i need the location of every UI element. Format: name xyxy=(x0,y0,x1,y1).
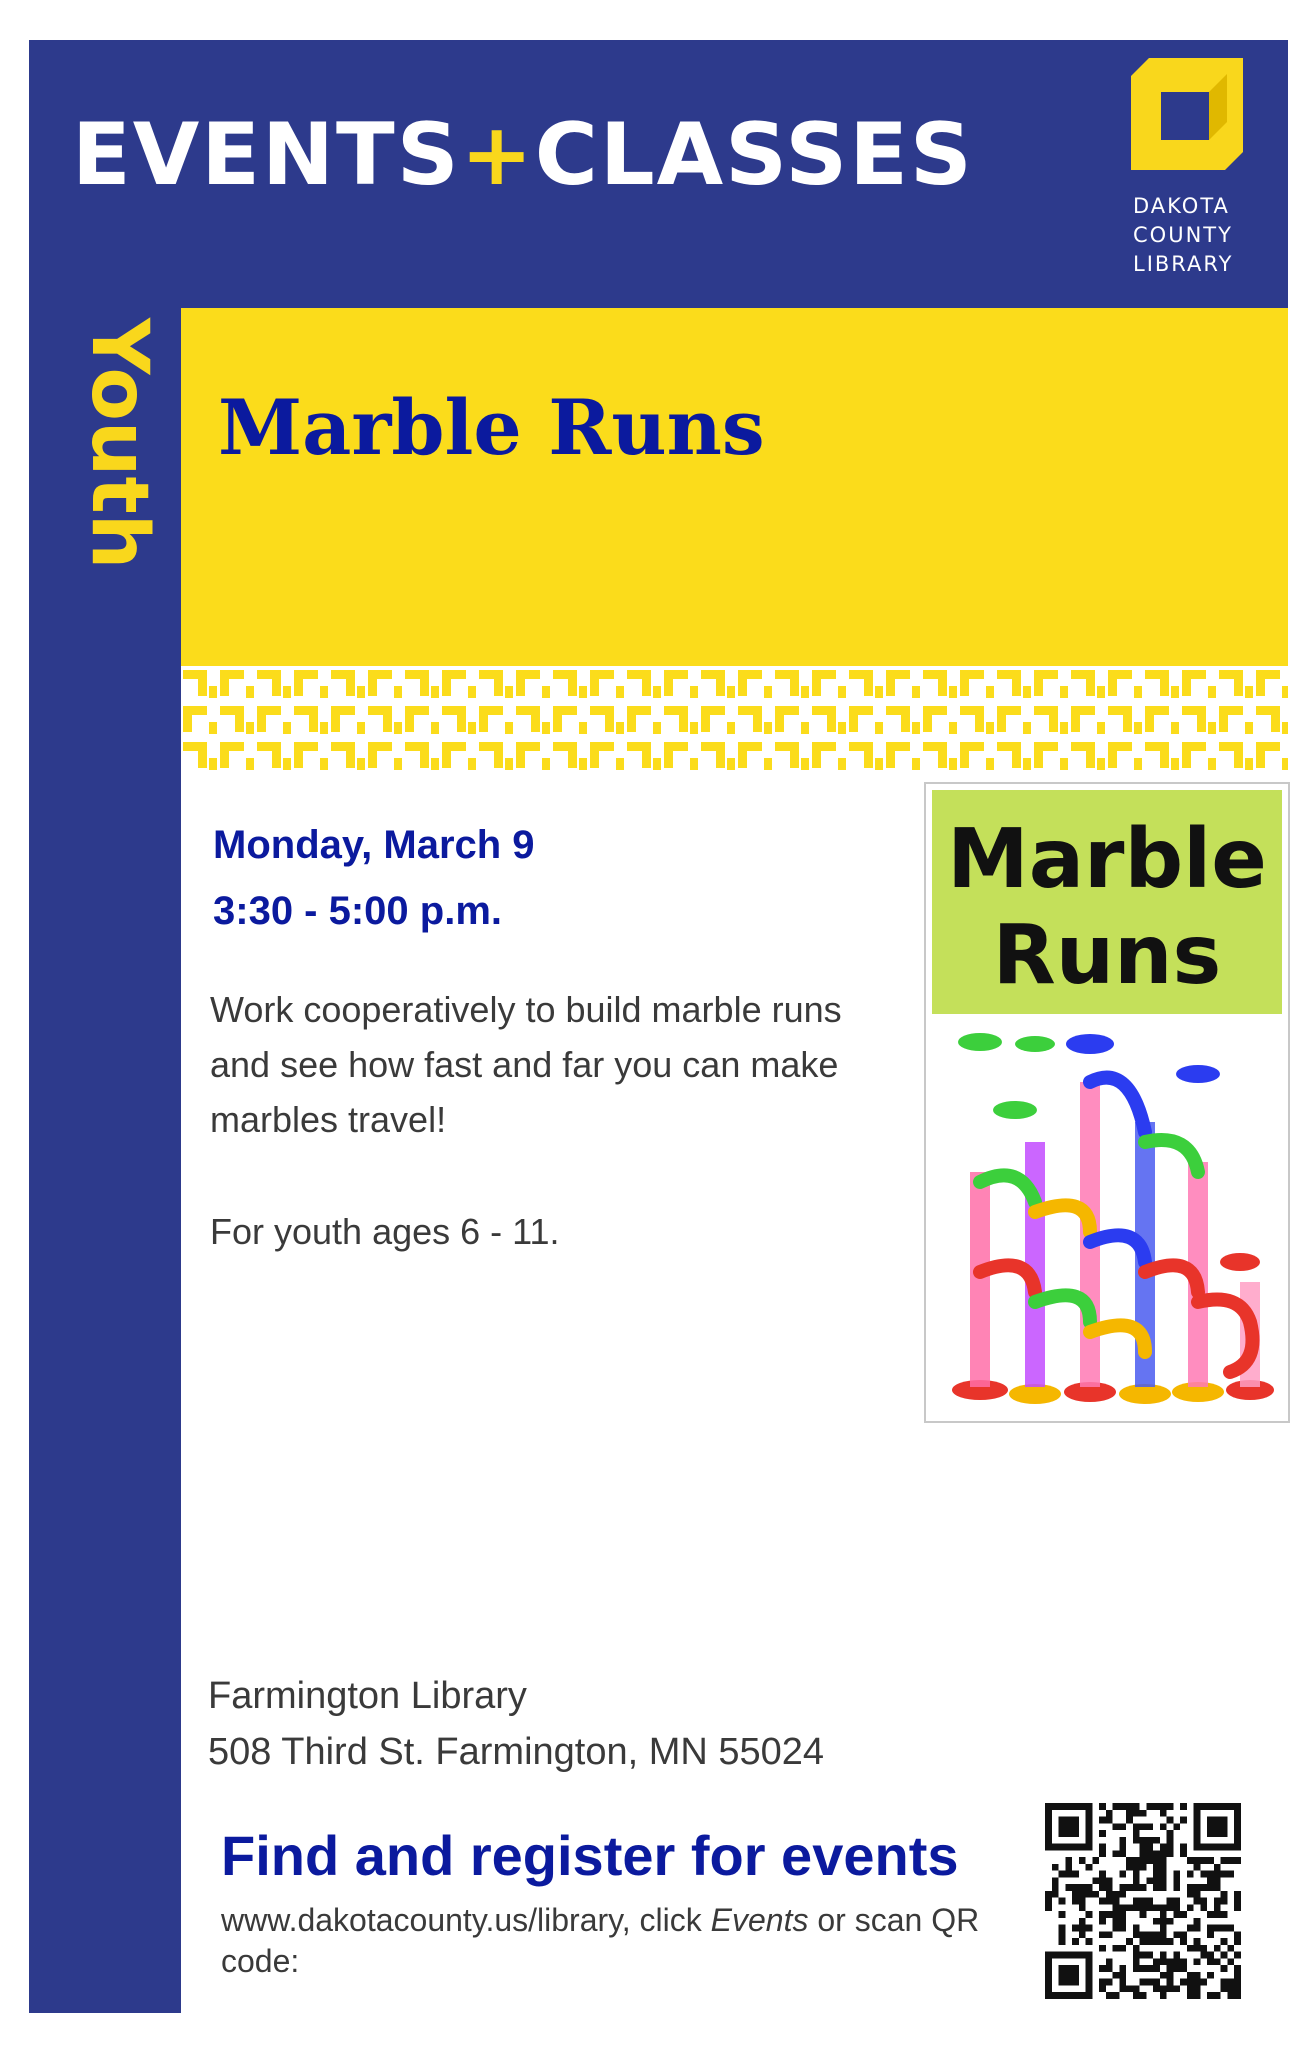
event-image xyxy=(924,782,1290,1423)
cta-heading: Find and register for events xyxy=(221,1824,959,1887)
event-ages: For youth ages 6 - 11. xyxy=(210,1211,560,1252)
page-title: EVENTS+CLASSES xyxy=(72,105,974,205)
category-label: Youth xyxy=(74,318,164,570)
image-title-box xyxy=(932,790,1282,1014)
library-name: Farmington Library xyxy=(208,1675,527,1717)
event-title: Marble Runs xyxy=(218,383,765,472)
dakota-county-library-logo-icon xyxy=(1131,58,1243,170)
image-title: Marble Runs xyxy=(947,812,1267,1003)
event-description: Work cooperatively to build marble runs and see how fast and far you can make marbles travel! xyxy=(210,989,842,1140)
event-time: 3:30 - 5:00 p.m. xyxy=(213,889,503,933)
qr-code-icon xyxy=(1045,1803,1241,1999)
event-date: Monday, March 9 xyxy=(213,823,535,867)
library-logo-text: DAKOTA COUNTY LIBRARY xyxy=(1133,194,1234,276)
title-band xyxy=(181,308,1288,666)
library-address: 508 Third St. Farmington, MN 55024 xyxy=(208,1731,825,1773)
marble-run-toy-illustration xyxy=(940,1022,1280,1412)
event-location xyxy=(208,1668,824,1780)
decorative-pattern xyxy=(181,666,1288,774)
cta-instructions: www.dakotacounty.us/library, click Events or scan QR code: xyxy=(221,1902,980,1979)
event-datetime xyxy=(213,812,535,944)
